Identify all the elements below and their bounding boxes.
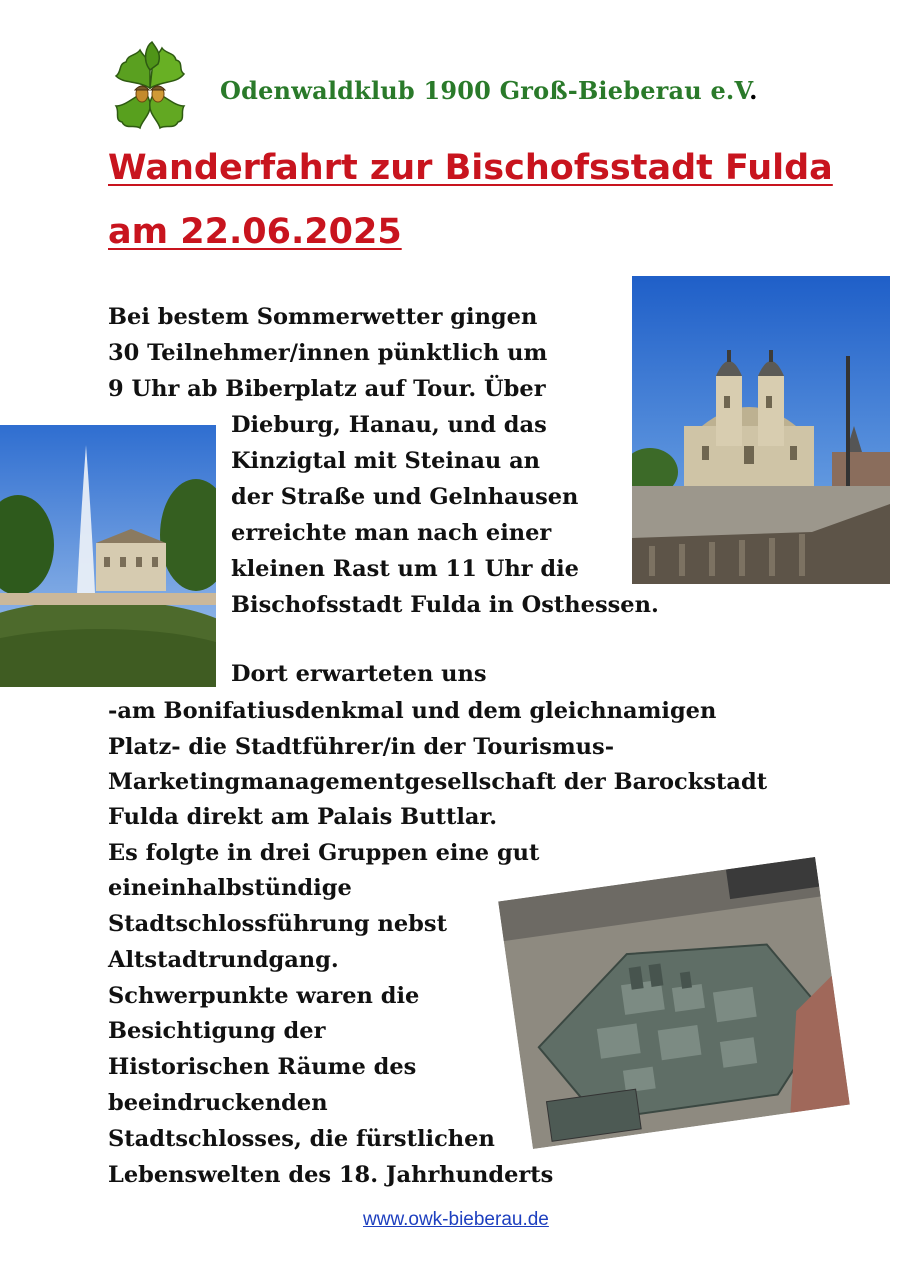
- body-line-5: Kinzigtal mit Steinau an: [231, 448, 541, 474]
- body-line-10: Dort erwarteten uns: [231, 661, 487, 687]
- photo-fulda-cathedral: [632, 276, 890, 584]
- body-line-17: Stadtschlossführung nebst: [108, 911, 447, 937]
- body-line-7: erreichte man nach einer: [231, 520, 552, 546]
- website-link[interactable]: www.owk-bieberau.de: [363, 1209, 549, 1230]
- body-line-4: Dieburg, Hanau, und das: [231, 412, 547, 438]
- page-title-line-1: Wanderfahrt zur Bischofsstadt Fulda: [108, 148, 833, 188]
- body-line-21: Historischen Räume des: [108, 1054, 417, 1080]
- body-line-14: Fulda direkt am Palais Buttlar.: [108, 804, 498, 830]
- body-line-23: Stadtschlosses, die fürstlichen: [108, 1126, 495, 1152]
- body-line-20: Besichtigung der: [108, 1018, 326, 1044]
- body-line-6: der Straße und Gelnhausen: [231, 484, 579, 510]
- body-line-3: 9 Uhr ab Biberplatz auf Tour. Über: [108, 376, 546, 402]
- page-title-line-2: am 22.06.2025: [108, 212, 402, 252]
- body-line-18: Altstadtrundgang.: [108, 947, 339, 973]
- club-name: [220, 76, 758, 105]
- club-logo-oak-leaves: [106, 40, 194, 136]
- body-line-8: kleinen Rast um 11 Uhr die: [231, 556, 579, 582]
- body-line-16: eineinhalbstündige: [108, 875, 352, 901]
- body-line-24: Lebenswelten des 18. Jahrhunderts: [108, 1162, 554, 1188]
- body-line-12: Platz- die Stadtführer/in der Tourismus-: [108, 734, 615, 760]
- body-line-13: Marketingmanagementgesellschaft der Barockstadt: [108, 769, 768, 795]
- body-line-1: Bei bestem Sommerwetter gingen: [108, 304, 538, 330]
- club-name-text: Odenwaldklub 1900 Groß-Bieberau e.V: [220, 76, 750, 105]
- body-line-19: Schwerpunkte waren die: [108, 983, 420, 1009]
- body-line-9: Bischofsstadt Fulda in Osthessen.: [231, 592, 659, 618]
- club-name-dot: .: [749, 76, 758, 105]
- body-line-2: 30 Teilnehmer/innen pünktlich um: [108, 340, 548, 366]
- body-line-15: Es folgte in drei Gruppen eine gut: [108, 840, 540, 866]
- photo-fountain-palace-garden: [0, 425, 216, 687]
- body-line-22: beeindruckenden: [108, 1090, 328, 1116]
- body-line-11: -am Bonifatiusdenkmal und dem gleichnamigen: [108, 698, 717, 724]
- photo-bronze-city-model: [508, 858, 838, 1148]
